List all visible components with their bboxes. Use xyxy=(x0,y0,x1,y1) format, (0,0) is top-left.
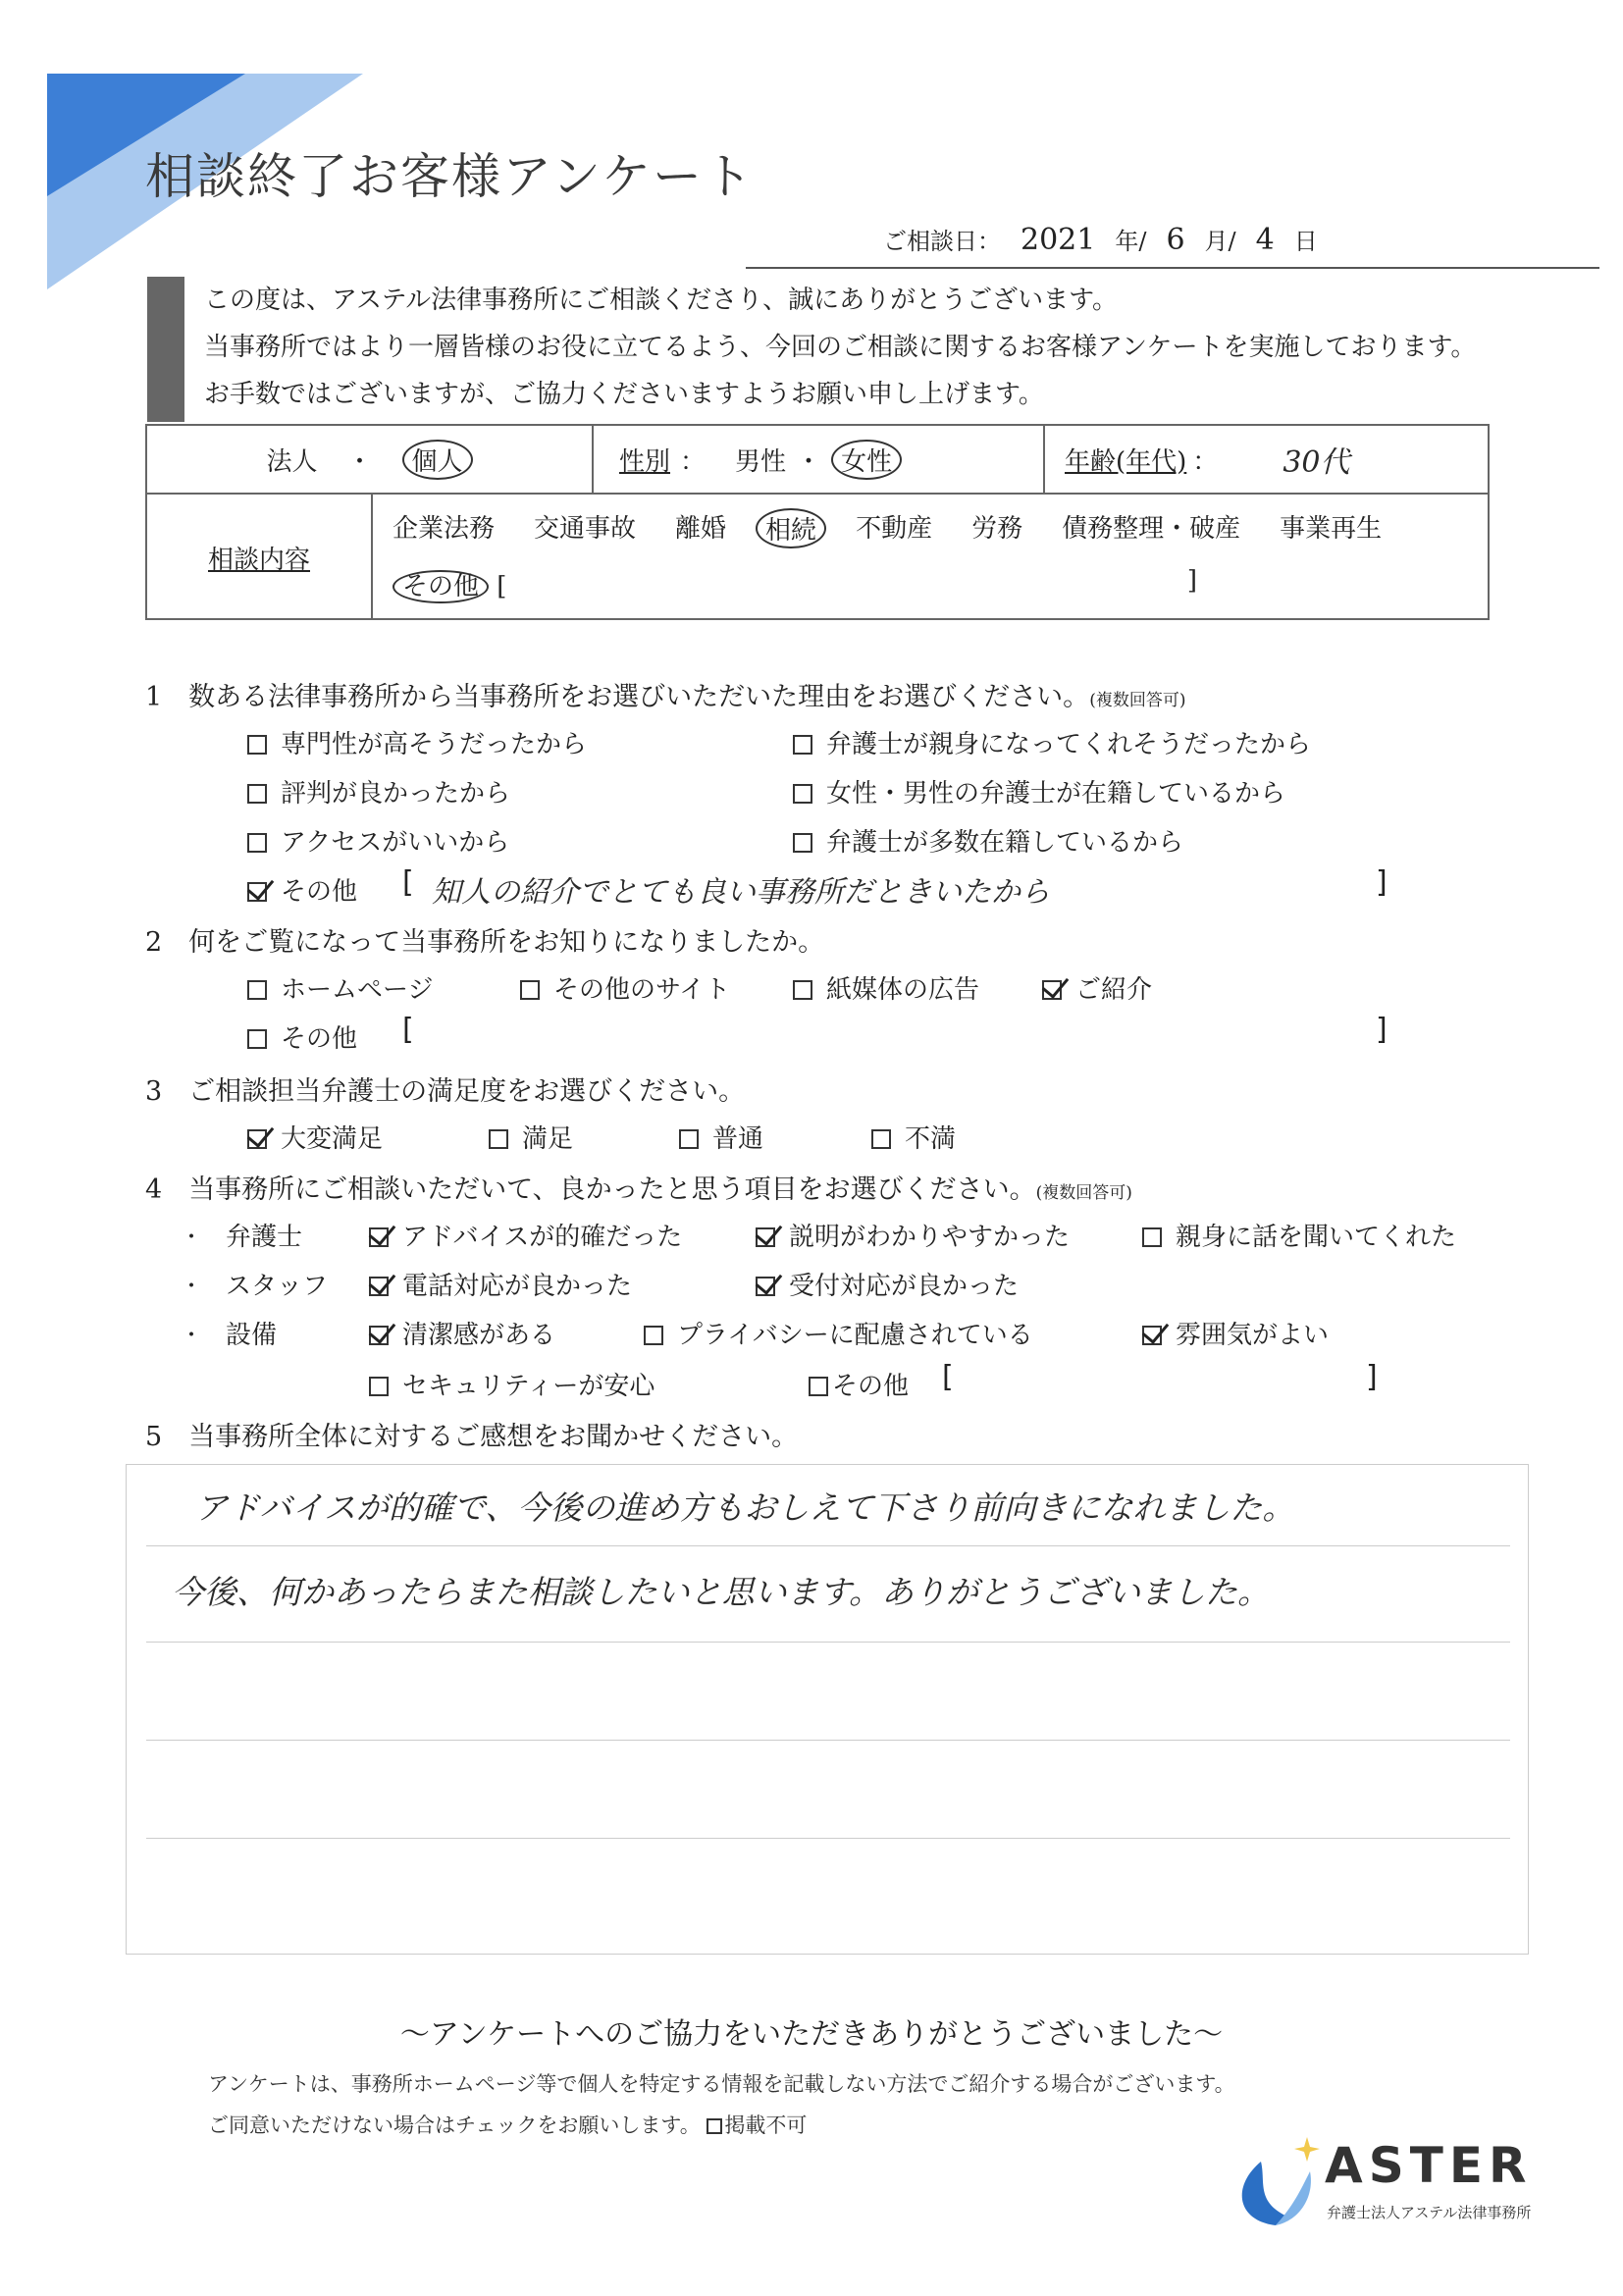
q2-option[interactable] xyxy=(1042,969,1152,1006)
date-label: ご相談日： xyxy=(883,228,1001,255)
checkbox-icon[interactable] xyxy=(247,784,267,804)
thanks-message: ～アンケートへのご協力をいただきありがとうございました～ xyxy=(399,2017,1224,2052)
bracket-close: ] xyxy=(1186,566,1197,596)
ruled-line xyxy=(146,1740,1510,1741)
age-label: 年齢(年代) xyxy=(1065,446,1187,477)
intro-text xyxy=(204,277,1558,418)
bullet: ・ xyxy=(181,1324,203,1348)
q1-title xyxy=(145,675,1185,713)
q1-option[interactable] xyxy=(247,822,509,859)
month-unit: 月/ xyxy=(1204,228,1236,255)
colon: ： xyxy=(1192,446,1219,477)
q4-other-label: その他 xyxy=(832,1372,910,1401)
checkbox-checked-icon[interactable] xyxy=(369,1227,389,1247)
bracket-close: ] xyxy=(1366,1360,1378,1394)
q2-option[interactable] xyxy=(793,969,979,1006)
checkbox-icon[interactable] xyxy=(369,1377,389,1396)
checkbox-icon[interactable] xyxy=(489,1129,508,1149)
bracket-close: ] xyxy=(1376,865,1387,900)
comment-line-1[interactable]: アドバイスが的確で、今後の進め方もおしえて下さり前向きになれました。 xyxy=(195,1488,1295,1527)
q4-option-label: プライバシーに配慮されている xyxy=(677,1321,1033,1350)
q4-option[interactable] xyxy=(644,1315,1033,1351)
q4-option[interactable] xyxy=(369,1366,654,1402)
checkbox-icon[interactable] xyxy=(247,980,267,1000)
q4-title xyxy=(145,1168,1132,1206)
checkbox-icon[interactable] xyxy=(644,1326,663,1345)
q2-option-label: ホームページ xyxy=(281,975,434,1005)
q2-option-label: ご紹介 xyxy=(1075,975,1153,1005)
no-publish-label: 掲載不可 xyxy=(724,2113,808,2137)
checkbox-icon[interactable] xyxy=(679,1129,699,1149)
q4-option[interactable] xyxy=(756,1217,1070,1253)
dot: ・ xyxy=(346,446,373,477)
q4-other-option[interactable] xyxy=(809,1366,909,1402)
q2-other-option[interactable] xyxy=(247,1018,357,1055)
checkbox-icon[interactable] xyxy=(247,833,267,853)
intro-line-1: この度は、アステル法律事務所にご相談くださり、誠にありがとうございます。 xyxy=(204,286,1119,315)
checkbox-icon[interactable] xyxy=(809,1377,828,1396)
q4-option-label: 受付対応が良かった xyxy=(789,1272,1020,1301)
q3-title: 3 ご相談担当弁護士の満足度をお選びください。 xyxy=(145,1076,746,1107)
consent-note-text: ご同意いただけない場合はチェックをお願いします。 xyxy=(208,2113,701,2137)
age-cell xyxy=(1045,426,1488,493)
q4-option-label: 説明がわかりやすかった xyxy=(789,1223,1071,1252)
checkbox-checked-icon[interactable] xyxy=(247,882,267,902)
q4-option[interactable] xyxy=(1142,1315,1329,1351)
age-value[interactable]: 30代 xyxy=(1283,445,1350,480)
q4-option-label: 親身に話を聞いてくれた xyxy=(1176,1223,1457,1252)
male-option[interactable]: 男性 xyxy=(735,446,787,477)
year-unit: 年/ xyxy=(1115,228,1147,255)
checkbox-icon[interactable] xyxy=(1142,1227,1162,1247)
q1-option-label: 専門性が高そうだったから xyxy=(281,730,588,759)
q1-option-label: 弁護士が多数在籍しているから xyxy=(826,828,1184,858)
info-table xyxy=(145,424,1490,620)
q4-option-label: アドバイスが的確だった xyxy=(402,1223,683,1252)
checkbox-icon[interactable] xyxy=(247,1029,267,1049)
q4-option-label: 清潔感がある xyxy=(402,1321,556,1350)
consult-option[interactable]: 離婚 xyxy=(675,514,727,544)
consult-option[interactable]: 事業再生 xyxy=(1280,514,1383,544)
checkbox-icon[interactable] xyxy=(247,735,267,755)
checkbox-checked-icon[interactable] xyxy=(369,1326,389,1345)
q3-option[interactable] xyxy=(871,1119,956,1155)
corp-option[interactable]: 法人 xyxy=(266,446,318,477)
consult-option[interactable]: 不動産 xyxy=(856,514,933,544)
bracket-open: [ xyxy=(402,1013,414,1047)
date-day[interactable]: 4 xyxy=(1255,223,1275,257)
consult-label-cell xyxy=(147,495,373,620)
intro-line-3: お手数ではございますが、ご協力くださいますようお願い申し上げます。 xyxy=(204,380,1044,409)
consult-option[interactable]: 労務 xyxy=(971,514,1023,544)
logo-subtitle: 弁護士法人アステル法律事務所 xyxy=(1327,2204,1532,2221)
q1-other-label: その他 xyxy=(281,877,358,907)
individual-option[interactable]: 個人 xyxy=(402,440,473,480)
bullet: ・ xyxy=(181,1275,203,1299)
q2-option-label: 紙媒体の広告 xyxy=(826,975,980,1005)
logo-wordmark: ASTER xyxy=(1325,2137,1533,2194)
ruled-line xyxy=(146,1642,1510,1643)
q1-option-label: 女性・男性の弁護士が在籍しているから xyxy=(826,779,1286,809)
client-type-cell xyxy=(147,426,594,493)
checkbox-checked-icon[interactable] xyxy=(369,1277,389,1296)
checkbox-checked-icon[interactable] xyxy=(756,1277,775,1296)
q1-option-label: 評判が良かったから xyxy=(281,779,511,809)
checkbox-icon[interactable] xyxy=(520,980,540,1000)
q4-option-label: 雰囲気がよい xyxy=(1176,1321,1330,1350)
q2-option[interactable] xyxy=(247,969,433,1006)
consult-option[interactable]: 債務整理・破産 xyxy=(1062,514,1241,544)
consult-option[interactable]: 企業法務 xyxy=(393,514,496,544)
day-unit: 日 xyxy=(1293,228,1318,255)
q3-option-label: 満足 xyxy=(522,1124,574,1154)
q4-option[interactable] xyxy=(1142,1217,1456,1253)
gender-label: 性別 xyxy=(619,446,671,477)
ruled-line xyxy=(146,1545,1510,1546)
female-option[interactable]: 女性 xyxy=(831,440,902,480)
checkbox-checked-icon[interactable] xyxy=(1042,980,1062,1000)
date-month[interactable]: 6 xyxy=(1166,223,1185,257)
bracket-open: [ xyxy=(497,572,507,601)
checkbox-icon[interactable] xyxy=(871,1129,891,1149)
checkbox-checked-icon[interactable] xyxy=(1142,1326,1162,1345)
checkbox-icon[interactable] xyxy=(793,784,812,804)
q4-staff-label: スタッフ xyxy=(226,1272,329,1301)
q2-option-label: その他のサイト xyxy=(553,975,731,1005)
q1-option[interactable] xyxy=(793,773,1285,809)
q3-option-label: 普通 xyxy=(712,1124,764,1154)
q4-title-text: 4 当事務所にご相談いただいて、良かったと思う項目をお選びください。 xyxy=(145,1174,1036,1205)
q3-option[interactable] xyxy=(679,1119,763,1155)
colon: ： xyxy=(680,446,707,477)
q1-note: (複数回答可) xyxy=(1089,691,1186,710)
consult-option[interactable]: 交通事故 xyxy=(534,514,637,544)
q1-option[interactable] xyxy=(247,773,510,809)
ruled-line xyxy=(146,1838,1510,1839)
checkbox-icon[interactable] xyxy=(793,833,812,853)
consult-options xyxy=(373,495,1488,620)
q3-option-label: 不満 xyxy=(905,1124,957,1154)
q4-option[interactable] xyxy=(369,1266,632,1302)
q1-option-label: アクセスがいいから xyxy=(281,828,510,858)
q1-option[interactable] xyxy=(247,724,587,760)
checkbox-icon[interactable] xyxy=(707,2118,722,2134)
q4-option-label: 電話対応が良かった xyxy=(402,1272,633,1301)
comment-line-2[interactable]: 今後、何かあったらまた相談したいと思います。ありがとうございました。 xyxy=(172,1573,1271,1611)
q2-other-label: その他 xyxy=(281,1024,358,1054)
consult-label: 相談内容 xyxy=(207,545,310,575)
bracket-open: [ xyxy=(402,865,414,900)
q1-option[interactable] xyxy=(793,724,1311,760)
bullet: ・ xyxy=(181,1226,203,1250)
intro-line-2: 当事務所ではより一層皆様のお役に立てるよう、今回のご相談に関するお客様アンケートを実施しております。 xyxy=(204,333,1477,362)
dot: ・ xyxy=(796,446,822,477)
publication-note: アンケートは、事務所ホームページ等で個人を特定する情報を記載しない方法でご紹介する場合がございます。 xyxy=(208,2072,1235,2096)
q2-title: 2 何をご覧になって当事務所をお知りになりましたか。 xyxy=(145,927,825,958)
gender-cell xyxy=(594,426,1045,493)
checkbox-checked-icon[interactable] xyxy=(247,1129,267,1149)
q4-lawyer-label: 弁護士 xyxy=(226,1223,303,1252)
q3-option-label: 大変満足 xyxy=(281,1124,384,1154)
q1-option[interactable] xyxy=(793,822,1183,859)
checkbox-icon[interactable] xyxy=(793,980,812,1000)
intro-bar xyxy=(147,277,184,422)
q4-option[interactable] xyxy=(756,1266,1019,1302)
date-year[interactable]: 2021 xyxy=(1021,223,1096,257)
q4-facility-label: 設備 xyxy=(226,1321,278,1350)
q5-title: 5 当事務所全体に対するご感想をお聞かせください。 xyxy=(145,1422,799,1452)
consult-option-selected[interactable]: 相続 xyxy=(756,508,826,548)
q4-option[interactable] xyxy=(369,1217,682,1253)
bracket-close: ] xyxy=(1376,1013,1387,1047)
q3-option[interactable] xyxy=(489,1119,573,1155)
q1-other-text[interactable]: 知人の紹介でとても良い事務所だときいたから xyxy=(432,875,1050,910)
checkbox-icon[interactable] xyxy=(793,735,812,755)
q2-option[interactable] xyxy=(520,969,730,1006)
q4-option-label: セキュリティーが安心 xyxy=(402,1372,655,1401)
consult-date xyxy=(883,222,1318,257)
date-underline xyxy=(746,265,1599,269)
consult-other-option[interactable]: その他 xyxy=(393,570,489,603)
q1-option-label: 弁護士が親身になってくれそうだったから xyxy=(826,730,1312,759)
q4-note: (複数回答可) xyxy=(1035,1183,1132,1203)
q4-option[interactable] xyxy=(369,1315,555,1351)
page-title: 相談終了お客様アンケート xyxy=(145,148,755,205)
checkbox-checked-icon[interactable] xyxy=(756,1227,775,1247)
q1-other-option[interactable] xyxy=(247,871,357,908)
bracket-open: [ xyxy=(942,1360,954,1394)
q1-title-text: 1 数ある法律事務所から当事務所をお選びいただいた理由をお選びください。 xyxy=(145,682,1090,712)
comment-box[interactable] xyxy=(126,1464,1529,1955)
consent-note xyxy=(208,2110,807,2139)
q3-option[interactable] xyxy=(247,1119,383,1155)
